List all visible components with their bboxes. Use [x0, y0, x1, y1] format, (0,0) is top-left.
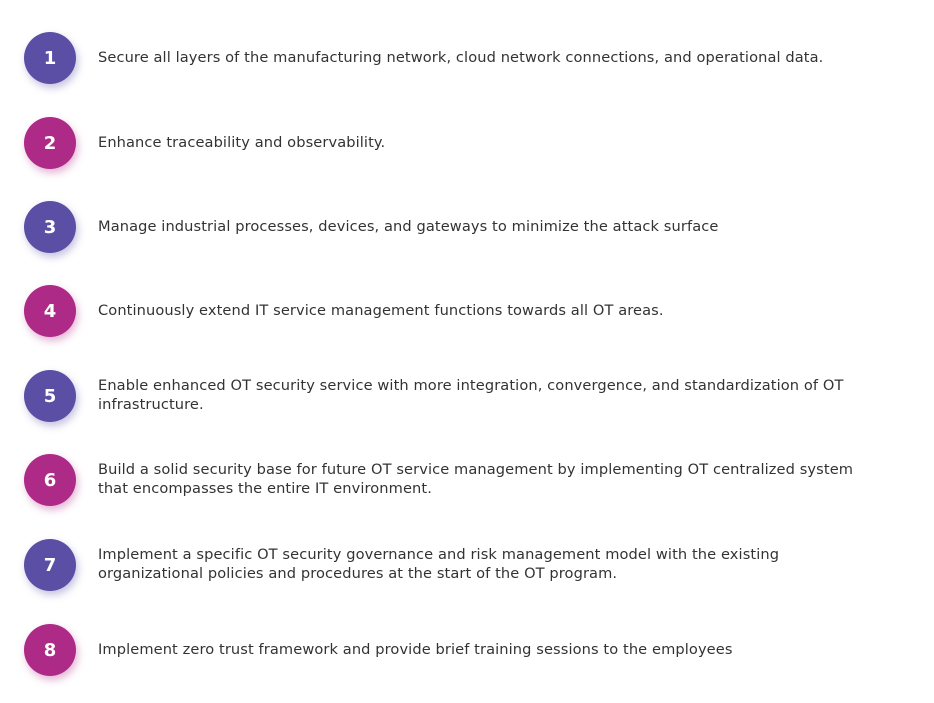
number-badge: 2	[24, 117, 76, 169]
list-item	[0, 281, 934, 341]
number-badge: 6	[24, 454, 76, 506]
item-text-line: Enable enhanced OT security service with more integration, convergence, and standardization of OT	[98, 377, 844, 394]
item-text-line: organizational policies and procedures at the start of the OT program.	[98, 565, 618, 582]
number-badge: 3	[24, 201, 76, 253]
item-text-line: Implement a specific OT security governance and risk management model with the existing	[98, 546, 780, 563]
list-item	[0, 28, 934, 88]
item-text: Manage industrial processes, devices, and gateways to minimize the attack surface	[98, 218, 719, 235]
item-text: Continuously extend IT service management functions towards all OT areas.	[98, 302, 664, 319]
list-item	[0, 450, 934, 510]
list-item	[0, 197, 934, 257]
item-text	[98, 460, 898, 498]
item-text: Secure all layers of the manufacturing network, cloud network connections, and operational data.	[98, 49, 824, 66]
item-text-line: that encompasses the entire IT environment.	[98, 480, 432, 497]
number-badge: 7	[24, 539, 76, 591]
item-text	[98, 376, 898, 414]
item-text: Enhance traceability and observability.	[98, 134, 386, 151]
item-text: Implement zero trust framework and provide brief training sessions to the employees	[98, 641, 733, 658]
list-item	[0, 113, 934, 173]
item-text-line: infrastructure.	[98, 396, 204, 413]
number-badge: 4	[24, 285, 76, 337]
item-text	[98, 545, 898, 583]
number-badge: 5	[24, 370, 76, 422]
item-text-line: Build a solid security base for future OT service management by implementing OT centralized system	[98, 461, 854, 478]
list-item	[0, 366, 934, 426]
number-badge: 1	[24, 32, 76, 84]
list-item	[0, 620, 934, 680]
number-badge: 8	[24, 624, 76, 676]
list-item	[0, 535, 934, 595]
